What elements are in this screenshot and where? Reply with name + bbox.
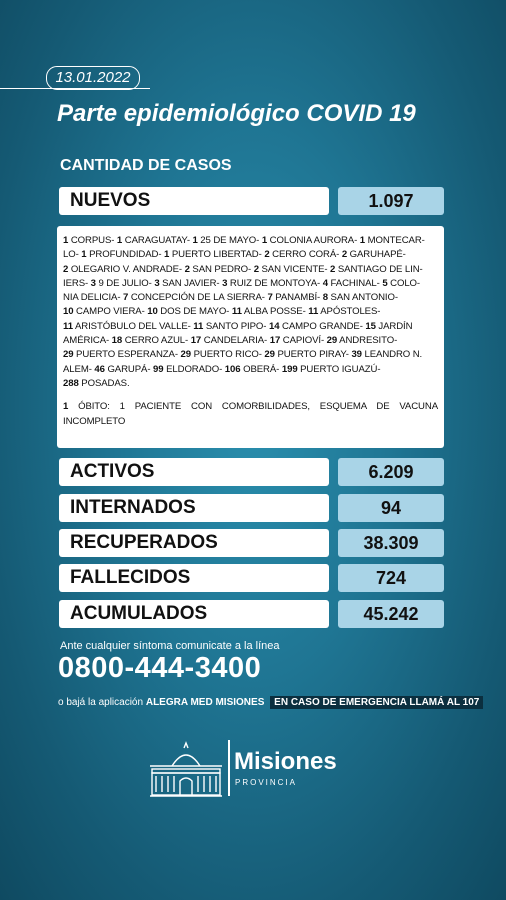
- stat-label-acumulados: ACUMULADOS: [59, 600, 329, 628]
- logo-name: Misiones: [234, 748, 337, 775]
- stat-value-acumulados: 45.242: [338, 600, 444, 628]
- section-label: CANTIDAD DE CASOS: [60, 157, 232, 174]
- stat-label-recuperados: RECUPERADOS: [59, 529, 329, 557]
- stat-label-activos: ACTIVOS: [59, 458, 329, 486]
- nuevos-value: 1.097: [338, 187, 444, 215]
- date-underline: [0, 88, 150, 89]
- contact-text: Ante cualquier síntoma comunicate a la línea: [60, 640, 280, 652]
- date-badge: 13.01.2022: [46, 66, 140, 90]
- stat-value-internados: 94: [338, 494, 444, 522]
- logo-subtitle: PROVINCIA: [235, 778, 298, 787]
- stat-value-fallecidos: 724: [338, 564, 444, 592]
- app-line: [58, 696, 483, 709]
- logo-separator: [228, 740, 230, 796]
- misiones-logo: [148, 738, 368, 800]
- phone-number[interactable]: 0800-444-3400: [58, 652, 262, 684]
- app-name: ALEGRA MED MISIONES: [145, 697, 265, 708]
- cases-by-locality: [57, 226, 444, 448]
- stat-value-recuperados: 38.309: [338, 529, 444, 557]
- stat-label-internados: INTERNADOS: [59, 494, 329, 522]
- locality-list: 1 CORPUS- 1 CARAGUATAY- 1 25 DE MAYO- 1 COLONIA AURORA- 1 MONTECAR- LO- 1 PROFUNDIDAD- 1 PUERTO LIBERTAD- 2 CERRO CORÁ- 2 GARUHAPÉ- 2 OLEGARIO V. ANDRADE- 2 SAN PEDRO- 2 SAN VICENTE- 2 SANTIAGO DE LIN- IERS- 3 9 DE JULIO- 3 SAN JAVIER- 3 RUIZ DE MONTOYA- 4 FACHINAL- 5 COLO- NIA DELICIA- 7 CONCEPCIÓN DE LA SIERRA- 7 PANAMBÍ- 8 SAN ANTONIO- 10 CAMPO VIERA- 10 DOS DE MAYO- 11 ALBA POSSE- 11 APÓSTOLES- 11 ARISTÓBULO DEL VALLE- 11 SANTO PIPO- 14 CAMPO GRANDE- 15 JARDÍN AMÉRICA- 18 CERRO AZUL- 17 CANDELARIA- 17 CAPIOVÍ- 29 ANDRESITO- 29 PUERTO ESPERANZA- 29 PUERTO RICO- 29 PUERTO PIRAY- 39 LEANDRO N. ALEM- 46 GARUPÁ- 99 ELDORADO- 106 OBERÁ- 199 PUERTO IGUAZÚ- 288 POSADAS.: [63, 235, 425, 389]
- page-title: Parte epidemiológico COVID 19: [57, 100, 416, 127]
- stat-label-fallecidos: FALLECIDOS: [59, 564, 329, 592]
- stat-value-activos: 6.209: [338, 458, 444, 486]
- app-prefix: o bajá la aplicación: [58, 697, 144, 708]
- government-building-icon: [148, 738, 224, 800]
- nuevos-label: NUEVOS: [59, 187, 329, 215]
- emergency-badge: EN CASO DE EMERGENCIA LLAMÁ AL 107: [270, 696, 483, 709]
- obito-note: 1 ÓBITO: 1 PACIENTE CON COMORBILIDADES, ESQUEMA DE VACUNA INCOMPLETO: [63, 401, 438, 427]
